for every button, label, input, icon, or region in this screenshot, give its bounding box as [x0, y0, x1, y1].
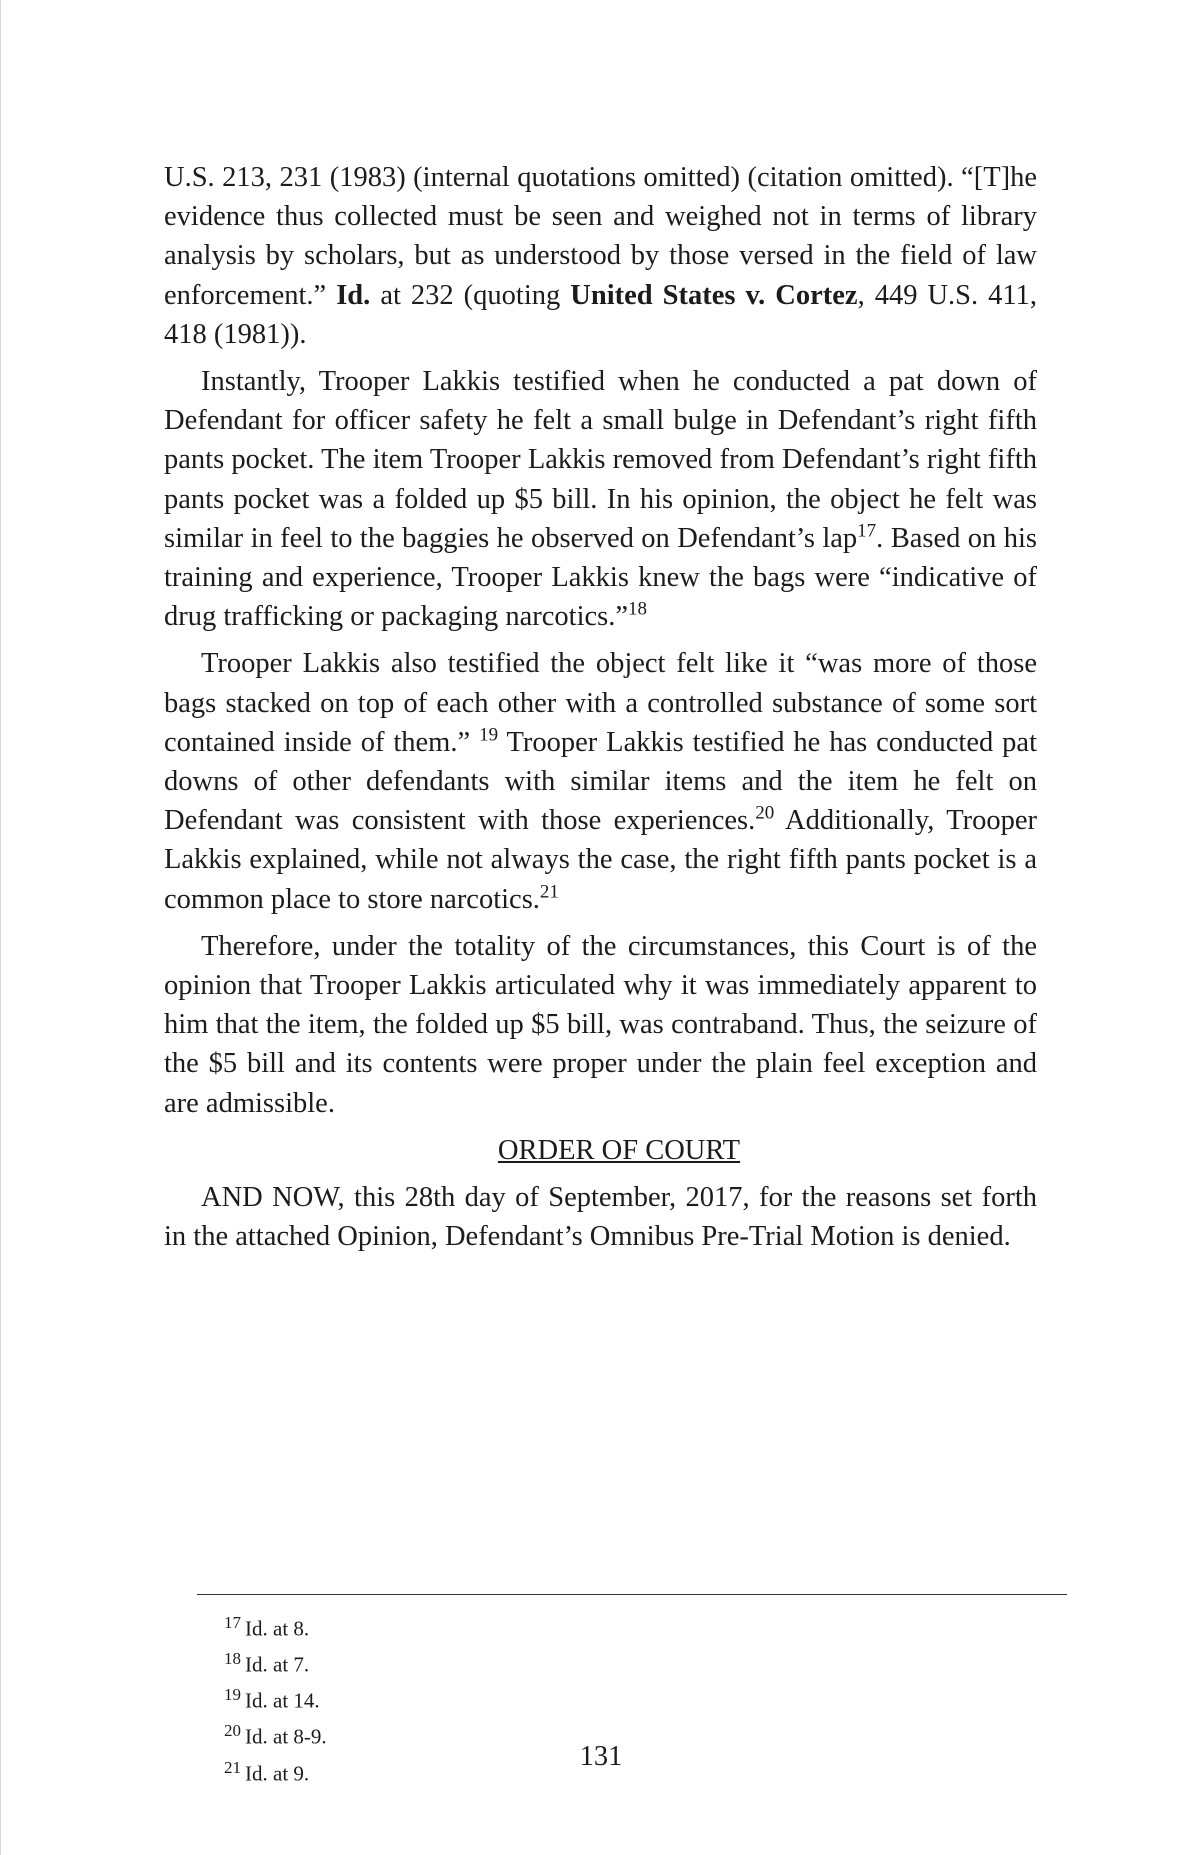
footnote-divider: [197, 1594, 1067, 1595]
footnote-18: $^{18}$ Id. at 7.: [224, 1649, 310, 1677]
footnote-ref-20[interactable]: 20: [755, 802, 775, 824]
order-heading: ORDER OF COURT: [497, 1134, 741, 1166]
footnote-ref-21[interactable]: 21: [539, 881, 559, 903]
paragraph-testimony: Trooper Lakkis also testified the object felt like it “was more of those bags stacked on top of each other with a controlled substance of some sort contained inside of them.” $^{19}$ Trooper Lakkis testified he has conducted pat downs of other defendants with similar items and the item he felt on Defendant was consistent with those experiences.$^{20}$ Additionally, Trooper Lakkis explained, while not always the case, the right fifth pants pocket is a common place to store narcotics.$^{21}$: [164, 648, 1037, 915]
paragraph-order: AND NOW, this 28th day of September, 2017, for the reasons set forth in the attached Opinion, Defendant’s Omnibus Pre-Trial Motion is denied.: [164, 1182, 1037, 1253]
paragraph-pat-down: Instantly, Trooper Lakkis testified when he conducted a pat down of Defendant for officer safety he felt a small bulge in Defendant’s right fifth pants pocket. The item Trooper Lakkis removed from Defendant’s right fifth pants pocket was a folded up $5 bill. In his opinion, the object he felt was similar in feel to the baggies he observed on Defendant’s lap$^{17}$. Based on his training and experience, Trooper Lakkis knew the bags were “indicative of drug trafficking or packaging narcotics.”$^{18}$: [164, 366, 1037, 633]
footnote-17: $^{17}$ Id. at 8.: [224, 1613, 310, 1641]
footnote-20: $^{20}$ Id. at 8-9.: [224, 1721, 327, 1750]
paragraph-conclusion: Therefore, under the totality of the circumstances, this Court is of the opinion that Trooper Lakkis articulated why it was immediately apparent to him that the item, the folded up $5 bill, was contraband. Thus, the seizure of the $5 bill and its contents were proper under the plain feel exception and are admissible.: [164, 930, 1037, 1119]
page-number: 131: [579, 1741, 623, 1772]
opinion-body: [164, 158, 1037, 1264]
footnote-ref-19[interactable]: 19: [479, 724, 499, 746]
footnote-21: $^{21}$ Id. at 9.: [224, 1757, 310, 1786]
footnote-ref-17[interactable]: 17: [857, 520, 877, 542]
case-name-cortez: United States v. Cortez: [570, 279, 858, 311]
footnote-19: $^{19}$ Id. at 14.: [224, 1685, 320, 1713]
paragraph-citation: U.S. 213, 231 (1983) (internal quotations omitted) (citation omitted). “[T]he evidence thus collected must be seen and weighed not in terms of library analysis by scholars, but as understood by those versed in the field of law enforcement.” Id. at 232 (quoting United States v. Cortez, 449 U.S. 411, 418 (1981)).: [164, 162, 1037, 350]
footnote-ref-18[interactable]: 18: [628, 598, 648, 620]
id-citation: Id.: [336, 279, 371, 311]
